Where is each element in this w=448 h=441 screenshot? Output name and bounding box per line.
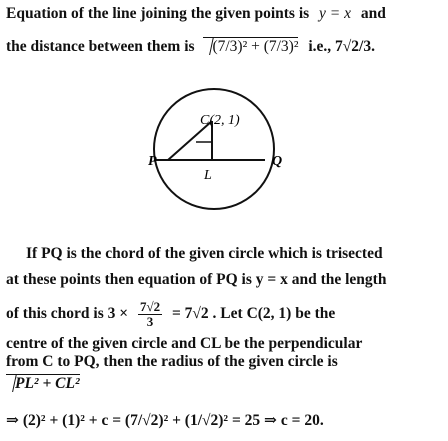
text-line: If PQ is the chord of the given circle which is trisected — [26, 245, 383, 262]
text-line — [6, 4, 386, 24]
radical-expression: PL² + CL² — [6, 374, 80, 393]
text-line — [6, 37, 375, 57]
text-segment: Equation of the line joining the given points is — [6, 5, 310, 22]
equation: y = x — [319, 5, 352, 22]
text-line: centre of the given circle and CL be the perpendicular — [6, 335, 363, 352]
text-line: at these points then equation of PQ is y = x and the length — [6, 271, 387, 288]
fraction-numerator: 7√2 — [139, 299, 161, 314]
point-q-label: Q — [272, 154, 283, 169]
text-segment: and — [360, 5, 386, 22]
circle-figure — [0, 68, 448, 228]
circle — [154, 89, 274, 209]
point-p-label: P — [148, 154, 157, 169]
fraction-denominator: 3 — [146, 314, 154, 329]
center-label: C(2, 1) — [200, 113, 240, 128]
text-line — [6, 300, 335, 329]
text-segment: the distance between them is — [6, 38, 195, 55]
radical-expression: (7/3)² + (7/3)² — [203, 37, 298, 56]
fraction — [138, 300, 162, 329]
text-line: ⇒ (2)² + (1)² + c = (7/√2)² + (1/√2)² = 25 ⇒ c = 20. — [6, 412, 324, 429]
point-l-label: L — [204, 168, 212, 183]
text-segment: = 7√2 . Let C(2, 1) be the — [171, 305, 336, 323]
text-segment: i.e., 7√2/3. — [308, 38, 375, 55]
text-line — [6, 374, 80, 394]
text-line: from C to PQ, then the radius of the given circle is — [6, 353, 338, 370]
text-segment: of this chord is 3 × — [6, 305, 129, 323]
